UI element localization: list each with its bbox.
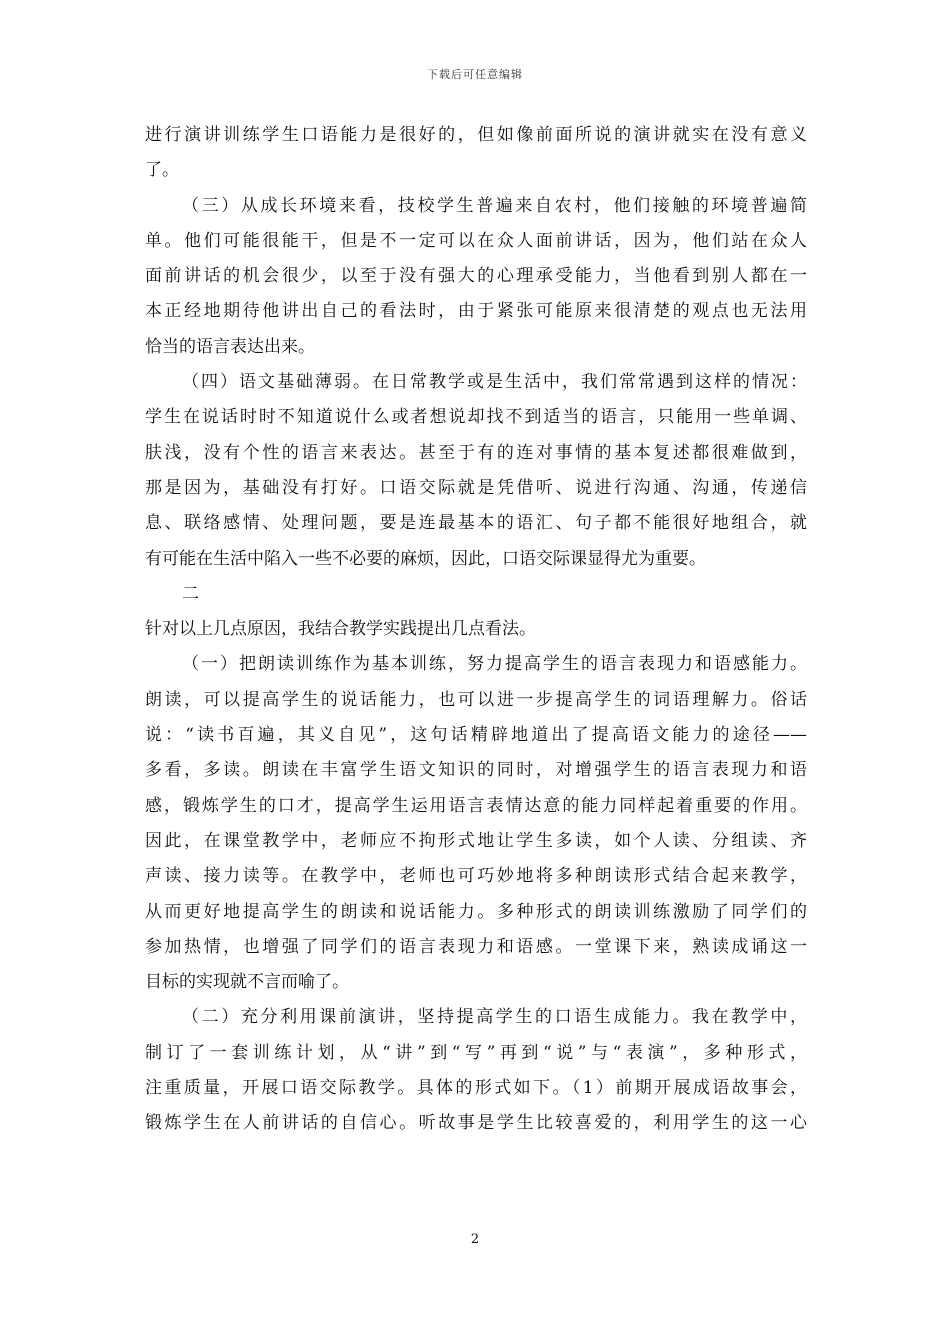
text-line: 面前讲话的机会很少，以至于没有强大的心理承受能力，当他看到别人都在一 — [145, 266, 807, 287]
text-line: 因此，在课堂教学中，老师应不拘形式地让学生多读，如个人读、分组读、齐 — [145, 830, 807, 851]
text-line: 注重质量，开展口语交际教学。具体的形式如下。（1）前期开展成语故事会， — [145, 1078, 807, 1099]
text-line: 肤浅，没有个性的语言来表达。甚至于有的连对事情的基本复述都很难做到， — [145, 442, 807, 463]
paragraph-start-line: （二）充分利用课前演讲，坚持提高学生的口语生成能力。我在教学中， — [182, 1007, 807, 1028]
text-line: 锻炼学生在人前讲话的自信心。听故事是学生比较喜爱的，利用学生的这一心 — [145, 1113, 807, 1134]
text-line: 单。他们可能很能干，但是不一定可以在众人面前讲话，因为，他们站在众人 — [145, 230, 807, 251]
section-heading: 二 — [182, 583, 199, 604]
paragraph-start-line: （一）把朗读训练作为基本训练，努力提高学生的语言表现力和语感能力。 — [182, 654, 807, 675]
text-line: 进行演讲训练学生口语能力是很好的，但如像前面所说的演讲就实在没有意义 — [145, 125, 807, 145]
page-header: 下载后可任意编辑 — [427, 68, 523, 81]
text-line: 说：“读书百遍，其义自见”，这句话精辟地道出了提高语文能力的途径—— — [145, 725, 807, 746]
text-line: 从而更好地提高学生的朗读和说话能力。多种形式的朗读训练激励了同学们的 — [145, 901, 807, 922]
text-line: 参加热情，也增强了同学们的语言表现力和语感。一堂课下来，熟读成诵这一 — [145, 936, 807, 957]
text-line: 声读、接力读等。在教学中，老师也可巧妙地将多种朗读形式结合起来教学， — [145, 866, 807, 887]
text-line: 有可能在生活中陷入一些不必要的麻烦，因此，口语交际课显得尤为重要。 — [145, 548, 706, 569]
text-line: 朗读，可以提高学生的说话能力，也可以进一步提高学生的词语理解力。俗话 — [145, 689, 807, 710]
text-line: 多看，多读。朗读在丰富学生语文知识的同时，对增强学生的语言表现力和语 — [145, 760, 807, 781]
page-number: 2 — [470, 1232, 480, 1247]
text-line: 制订了一套训练计划，从“讲”到“写”再到“说”与“表演”，多种形式， — [145, 1042, 807, 1063]
document-body — [145, 118, 807, 1142]
text-line: 息、联络感情、处理问题，要是连最基本的语汇、句子都不能很好地组合，就 — [145, 513, 807, 534]
text-line: 学生在说话时时不知道说什么或者想说却找不到适当的语言，只能用一些单调、 — [145, 407, 807, 428]
paragraph-start-line: （四）语文基础薄弱。在日常教学或是生活中，我们常常遇到这样的情况： — [182, 372, 807, 393]
paragraph-start-line: （三）从成长环境来看，技校学生普遍来自农村，他们接触的环境普遍简 — [182, 195, 807, 216]
text-line: 恰当的语言表达出来。 — [145, 336, 315, 357]
text-line: 针对以上几点原因，我结合教学实践提出几点看法。 — [145, 619, 536, 640]
text-line: 本正经地期待他讲出自己的看法时，由于紧张可能原来很清楚的观点也无法用 — [145, 301, 807, 322]
text-line: 感，锻炼学生的口才，提高学生运用语言表情达意的能力同样起着重要的作用。 — [145, 795, 807, 816]
text-line: 目标的实现就不言而喻了。 — [145, 972, 349, 993]
text-line: 那是因为，基础没有打好。口语交际就是凭借听、说进行沟通、沟通，传递信 — [145, 477, 807, 498]
text-line: 了。 — [145, 160, 179, 181]
